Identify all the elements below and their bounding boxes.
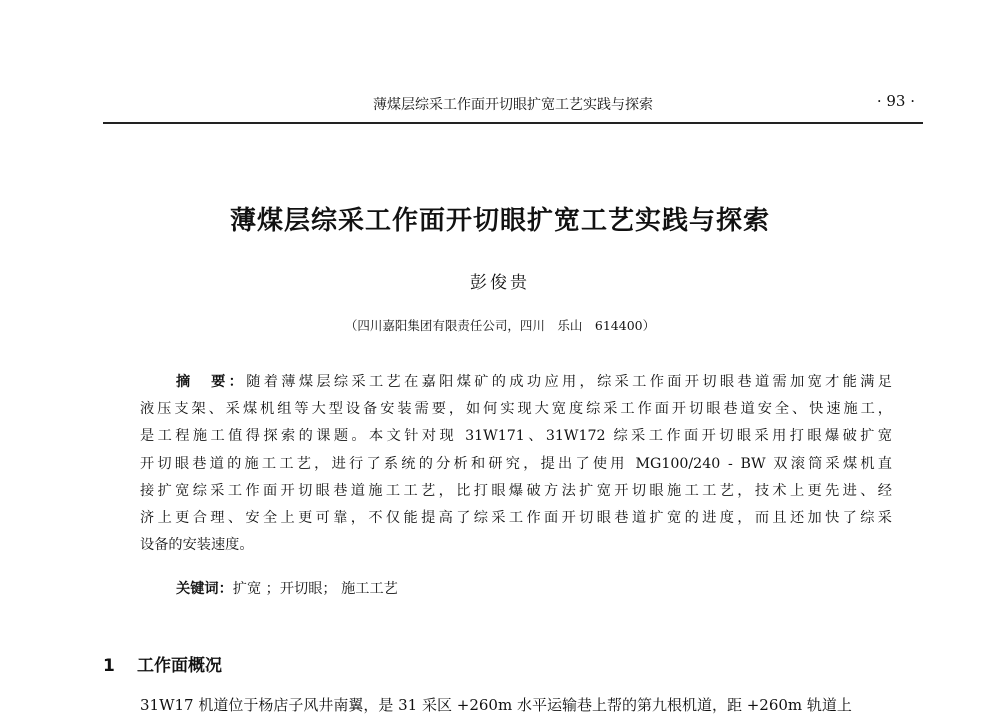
abstract-line: 开切眼巷道的施工工艺，进行了系统的分析和研究，提出了使用 MG100/240 - BW 双滚筒采煤机直 [140,455,892,472]
abstract-line [140,369,892,396]
abstract-line: 是工程施工值得探索的课题。本文针对现 31W171、31W172 综采工作面开切眼采用打眼爆破扩宽 [140,428,892,445]
section-title: 工作面概况 [137,656,222,676]
abstract-label: 摘 要： [176,374,247,390]
page-number: · 93 · [876,92,915,110]
section-number: 1 [103,656,115,676]
abstract-line: 液压支架、采煤机组等大型设备安装需要，如何实现大宽度综采工作面开切眼巷道安全、快速施工， [140,401,892,418]
abstract-line: 设备的安装速度。 [140,537,254,554]
paper-title: 薄煤层综采工作面开切眼扩宽工艺实践与探索 [229,206,770,236]
author-name: 彭俊贵 [470,273,530,293]
section-heading [103,651,222,676]
keywords-label: 关键词： [176,581,233,597]
keywords [176,578,398,598]
abstract-line: 接扩宽综采工作面开切眼巷道施工工艺，比打眼爆破方法扩宽开切眼施工工艺，技术上更先进、经 [140,482,892,499]
running-header [103,92,923,124]
running-title: 薄煤层综采工作面开切眼扩宽工艺实践与探索 [373,97,653,113]
author-affiliation: （四川嘉阳集团有限责任公司，四川 乐山 614400） [344,318,656,333]
keywords-text: 扩宽 ；开切眼； 施工工艺 [232,581,398,597]
abstract-line: 济上更合理、安全上更可靠，不仅能提高了综采工作面开切眼巷道扩宽的进度，而且还加快了综采 [140,510,892,527]
abstract [140,369,892,559]
abstract-text: 随着薄煤层综采工艺在嘉阳煤矿的成功应用，综采工作面开切眼巷道需加宽才能满足 [246,374,892,390]
body-paragraph-line: 31W17 机道位于杨店子风井南翼，是 31 采区 +260m 水平运输巷上帮的第九根机道，距 +260m 轨道上 [140,696,852,714]
